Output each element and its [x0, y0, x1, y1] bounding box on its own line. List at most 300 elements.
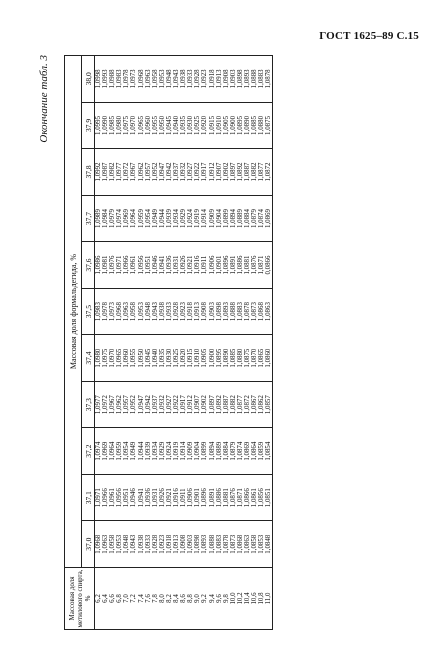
table-cell-value: 1,0967: [109, 395, 117, 415]
table-cell-value: 1,0954: [144, 209, 152, 228]
row-label: 9,4: [208, 594, 216, 603]
row-label: 8,2: [165, 594, 173, 603]
table-cell-value: 1,0883: [215, 534, 223, 554]
table-cell-value: 1,0900: [229, 115, 237, 135]
table-cell-value: 1,0856: [258, 488, 266, 508]
table-cell-value: 1,0913: [215, 69, 223, 89]
row-label: 9,6: [215, 594, 223, 603]
table-cell-value: 1,0870: [251, 348, 259, 368]
table-cell-value: 1,0977: [116, 162, 124, 182]
table-cell-value: 1,0979: [109, 209, 117, 228]
table-cell-value: 1,0887: [243, 162, 251, 182]
table-cell-value: 1,0945: [165, 115, 173, 135]
table-cell-value: 1,0860: [265, 348, 273, 368]
table-cell-value: 1,0938: [137, 534, 145, 554]
value-column: [95, 56, 273, 103]
value-column: [95, 381, 273, 428]
table-cell-value: 1,0890: [222, 348, 230, 368]
table-cell-value: 1,0903: [229, 69, 237, 89]
table-cell-value: 1,0937: [151, 395, 159, 415]
column-header: 37,7: [82, 195, 95, 242]
table-cell-value: 1,0888: [229, 302, 237, 322]
table-cell-value: 1,0961: [130, 255, 138, 275]
table-cell-value: 1,0863: [265, 302, 273, 322]
table-cell-value: 1,0972: [123, 162, 131, 182]
table-cell-value: 1,0875: [265, 115, 273, 135]
table-cell-value: 1,0998: [95, 69, 102, 89]
table-cell-value: 1,0993: [102, 69, 110, 89]
table-cell-value: 1,0950: [158, 115, 166, 135]
row-label: 7,4: [137, 594, 145, 603]
table-cell-value: 1,0918: [187, 302, 195, 322]
table-cell-value: 1,0897: [208, 395, 216, 415]
table-cell-value: 1,0928: [194, 69, 202, 89]
table-cell-value: 1,0916: [173, 488, 181, 508]
value-column: [95, 288, 273, 335]
table-cell-value: 1,0903: [187, 534, 195, 554]
table-cell-value: 1,0936: [144, 488, 152, 508]
table-cell-value: 1,0987: [102, 162, 110, 182]
table-cell-value: 1,0925: [194, 115, 202, 135]
table-cell-value: 1,0967: [130, 162, 138, 182]
table-cell-value: 1,0879: [251, 209, 259, 228]
row-label: 11,0: [265, 592, 273, 605]
table-cell-value: 1,0935: [158, 348, 166, 368]
table-cell-value: 1,0909: [208, 209, 216, 228]
table-cell-value: 1,0877: [236, 395, 244, 415]
table-cell-value: 1,0932: [180, 162, 188, 182]
table-cell-value: 1,0888: [208, 534, 216, 554]
table-cell-value: 1,0897: [229, 162, 237, 182]
table-cell-value: 1,0893: [201, 534, 209, 554]
table-cell-value: 1,0962: [137, 162, 145, 182]
table-cell-value: 1,0882: [229, 395, 237, 415]
table-cell-value: 1,0962: [116, 395, 124, 415]
table-cell-value: 1,0926: [158, 488, 166, 508]
table-cell-value: 1,0974: [95, 441, 102, 461]
value-column: [95, 102, 273, 149]
row-label: 8,6: [180, 594, 188, 603]
row-label: 8,8: [187, 594, 195, 603]
table-cell-value: 1,0866: [243, 488, 251, 508]
row-label: 7,6: [144, 594, 152, 603]
table-cell-value: 1,0878: [243, 302, 251, 322]
table-cell-value: 1,0915: [208, 115, 216, 135]
column-group-title: Массовая доля формальдегида, %: [65, 56, 82, 568]
table-cell-value: 1,0913: [173, 534, 181, 554]
row-header: Массовая доля метилового спирта, %: [65, 568, 95, 630]
table-cell-value: 1,0899: [222, 209, 230, 228]
table-cell-value: 1,0995: [95, 115, 102, 135]
table-cell-value: 1,0946: [151, 255, 159, 275]
table-cell-value: 1,0888: [251, 69, 259, 89]
table-cell-value: 1,0918: [165, 534, 173, 554]
table-cell-value: 1,0956: [137, 255, 145, 275]
row-label: 8,4: [173, 594, 181, 603]
table-cell-value: 1,0914: [180, 441, 188, 461]
table-cell-value: 1,0958: [151, 69, 159, 89]
table-cell-value: 1,0948: [123, 534, 131, 554]
table-cell-value: 1,0891: [208, 488, 216, 508]
table-cell-value: 1,0921: [165, 488, 173, 508]
table-cell-value: 1,0892: [215, 395, 223, 415]
table-cell-value: 1,0975: [102, 348, 110, 368]
table-cell-value: 1,0955: [130, 348, 138, 368]
column-header: 37,2: [82, 428, 95, 475]
row-label: 7,2: [130, 594, 138, 603]
table-cell-value: 1,0953: [158, 69, 166, 89]
table-cell-value: 1,0968: [116, 302, 124, 322]
page-header: ГОСТ 1625–89 С.15: [319, 30, 419, 42]
table-cell-value: 1,0973: [109, 302, 117, 322]
table-cell-value: 1,0947: [137, 395, 145, 415]
table-cell-value: 1,0904: [215, 209, 223, 228]
table-cell-value: 1,0890: [243, 115, 251, 135]
row-label: 7,8: [151, 594, 159, 603]
table-cell-value: 1,0902: [222, 162, 230, 182]
table-cell-value: 1,0992: [95, 162, 102, 182]
table-cell-value: 1,0894: [208, 441, 216, 461]
table-cell-value: 1,0938: [158, 302, 166, 322]
table-cell-value: 1,0857: [265, 395, 273, 415]
table-cell-value: 1,0853: [258, 534, 266, 554]
table-cell-value: 1,0928: [173, 302, 181, 322]
table-cell-value: 1,0970: [109, 348, 117, 368]
table-cell-value: 1,0941: [137, 488, 145, 508]
row-label: 6,6: [109, 594, 117, 603]
table-cell-value: 1,0963: [144, 69, 152, 89]
table-cell-value: 1,0964: [130, 209, 138, 228]
table-cell-value: 1,0939: [144, 441, 152, 461]
table-cell-value: 1,0932: [158, 395, 166, 415]
table-cell-value: 1,0905: [201, 348, 209, 368]
table-cell-value: 1,0912: [208, 162, 216, 182]
table-cell-value: 1,0876: [229, 488, 237, 508]
table-cell-value: 1,0886: [215, 488, 223, 508]
table-cell-value: 1,0990: [102, 115, 110, 135]
table-cell-value: 1,0867: [251, 395, 259, 415]
table-cell-value: 1,0881: [222, 488, 230, 508]
table-cell-value: 1,0948: [165, 69, 173, 89]
row-label: 10,8: [258, 592, 266, 605]
table-cell-value: 1,0972: [102, 395, 110, 415]
value-column: [95, 149, 273, 196]
table-cell-value: 1,0941: [158, 255, 166, 275]
table-cell-value: 1,0942: [144, 395, 152, 415]
table-cell-value: 1,0921: [187, 255, 195, 275]
table-cell-value: 1,0943: [173, 69, 181, 89]
rotated-table-block: [38, 55, 398, 630]
table-cell-value: 1,0894: [229, 209, 237, 228]
table-cell-value: 1,0980: [116, 115, 124, 135]
table-cell-value: 1,0918: [208, 69, 216, 89]
column-header: 37,4: [82, 335, 95, 382]
table-cell-value: 1,0907: [194, 395, 202, 415]
table-cell-value: 1,0868: [236, 534, 244, 554]
table-cell-value: 1,0848: [265, 534, 273, 554]
table-cell-value: 1,0898: [215, 302, 223, 322]
table-cell-value: 1,0904: [194, 441, 202, 461]
table-cell-value: 1,0957: [123, 395, 131, 415]
table-cell-value: 1,0899: [201, 441, 209, 461]
table-cell-value: 1,0978: [123, 69, 131, 89]
row-label: 6,4: [102, 594, 110, 603]
table-cell-value: 1,0944: [158, 209, 166, 228]
row-label: 10,4: [243, 592, 251, 605]
table-cell-value: 1,0901: [215, 255, 223, 275]
table-cell-value: 1,0968: [95, 534, 102, 554]
table-cell-value: 1,0923: [180, 302, 188, 322]
table-cell-value: 1,0903: [208, 302, 216, 322]
table-cell-value: 1,0873: [251, 302, 259, 322]
value-column: [95, 335, 273, 382]
row-label: 8,0: [158, 594, 166, 603]
table-cell-value: 1,0911: [180, 488, 188, 508]
table-cell-value: 1,0880: [236, 348, 244, 368]
table-cell-value: 1,0934: [173, 209, 181, 228]
table-cell-value: 1,0889: [236, 209, 244, 228]
table-cell-value: 1,0880: [258, 115, 266, 135]
table-cell-value: 1,0871: [236, 488, 244, 508]
table-cell-value: 1,0933: [144, 534, 152, 554]
table-cell-value: 1,0946: [130, 488, 138, 508]
table-cell-value: 1,0872: [265, 162, 273, 182]
table-cell-value: 1,0927: [165, 395, 173, 415]
table-cell-value: 1,0958: [109, 534, 117, 554]
table-cell-value: 1,0965: [137, 115, 145, 135]
table-cell-value: 1,0907: [215, 162, 223, 182]
table-cell-value: 1,0988: [109, 69, 117, 89]
table-cell-value: 1,0931: [151, 488, 159, 508]
table-cell-value: 1,0931: [173, 255, 181, 275]
table-cell-value: 1,0924: [165, 441, 173, 461]
table-cell-value: 1,0882: [251, 162, 259, 182]
table-cell-value: 1,0940: [173, 115, 181, 135]
table-cell-value: 1,0858: [251, 534, 259, 554]
table-cell-value: 1,0930: [187, 115, 195, 135]
density-table: [64, 55, 273, 630]
row-label: 9,0: [194, 594, 202, 603]
table-cell-value: 1,0917: [180, 395, 188, 415]
table-cell-value: 1,0922: [194, 162, 202, 182]
table-cell-value: 1,0905: [222, 115, 230, 135]
table-cell-value: 1,0971: [95, 488, 102, 508]
table-cell-value: 1,0936: [165, 255, 173, 275]
table-cell-value: 1,0915: [187, 348, 195, 368]
table-cell-value: 1,0919: [194, 209, 202, 228]
table-cell-value: 1,0966: [123, 255, 131, 275]
column-header: 37,3: [82, 381, 95, 428]
table-cell-value: 1,0954: [123, 441, 131, 461]
table-cell-value: 1,0938: [180, 69, 188, 89]
table-cell-value: 1,0956: [116, 488, 124, 508]
table-cell-value: 1,0917: [201, 162, 209, 182]
table-cell-value: 1,0949: [151, 209, 159, 228]
column-header: 37,8: [82, 149, 95, 196]
table-cell-value: 1,0964: [109, 441, 117, 461]
table-cell-value: 1,0929: [180, 209, 188, 228]
table-cell-value: 1,0940: [151, 348, 159, 368]
table-cell-value: 1,0869: [243, 441, 251, 461]
row-labels-column: [95, 568, 273, 630]
value-column: [95, 521, 273, 568]
table-cell-value: 1,0978: [102, 302, 110, 322]
table-cell-value: 1,0923: [158, 534, 166, 554]
table-cell-value: 1,0879: [229, 441, 237, 461]
table-cell-value: 1,0908: [180, 534, 188, 554]
table-cell-value: 1,0933: [165, 302, 173, 322]
table-cell-value: 1,0892: [236, 162, 244, 182]
table-cell-value: 1,0920: [201, 115, 209, 135]
table-cell-value: 1,0889: [215, 441, 223, 461]
table-cell-value: 1,0901: [194, 488, 202, 508]
table-cell-value: 1,0952: [151, 162, 159, 182]
column-header: 37,1: [82, 474, 95, 521]
table-cell-value: 1,0891: [229, 255, 237, 275]
table-cell-value: 1,0985: [109, 115, 117, 135]
table-cell-value: 1,0861: [251, 488, 259, 508]
table-cell-value: 1,0963: [123, 302, 131, 322]
table-cell-value: 1,0885: [229, 348, 237, 368]
table-cell-value: 1,0952: [130, 395, 138, 415]
row-label: 10,2: [236, 592, 244, 605]
table-cell-value: 1,0851: [265, 488, 273, 508]
row-label: 6,2: [95, 594, 102, 603]
table-cell-value: 1,0863: [243, 534, 251, 554]
column-header: 37,5: [82, 288, 95, 335]
table-cell-value: 1,0981: [102, 255, 110, 275]
table-cell-value: 1,0950: [137, 348, 145, 368]
table-cell-value: 1,0960: [144, 115, 152, 135]
table-cell-value: 1,0898: [236, 69, 244, 89]
table-cell-value: 1,0926: [180, 255, 188, 275]
table-cell-value: 1,0878: [265, 69, 273, 89]
table-cell-value: 1,0865: [258, 348, 266, 368]
table-cell-value: 1,0934: [151, 441, 159, 461]
table-cell-value: 1,0951: [123, 488, 131, 508]
table-cell-value: 1,0953: [116, 534, 124, 554]
table-cell-value: 1,0958: [130, 302, 138, 322]
table-cell-value: 1,0896: [222, 255, 230, 275]
row-label: 7,0: [123, 594, 131, 603]
column-header: 37,6: [82, 242, 95, 289]
table-cell-value: 1,0910: [194, 348, 202, 368]
table-cell-value: 1,0895: [236, 115, 244, 135]
table-cell-value: 1,0872: [243, 395, 251, 415]
row-label: 9,8: [222, 594, 230, 603]
table-cell-value: 1,0875: [243, 348, 251, 368]
table-cell-value: 1,0961: [109, 488, 117, 508]
table-cell-value: 1,0966: [102, 488, 110, 508]
table-cell-value: 1,0911: [201, 255, 209, 275]
table-cell-value: 1,0982: [109, 162, 117, 182]
table-cell-value: 1,0874: [236, 441, 244, 461]
table-cell-value: 1,0984: [102, 209, 110, 228]
table-cell-value: 1,0976: [109, 255, 117, 275]
table-cell-value: 1,0902: [201, 395, 209, 415]
table-cell-value: 1,0906: [187, 488, 195, 508]
table-cell-value: 1,0893: [222, 302, 230, 322]
table-cell-value: 1,0945: [144, 348, 152, 368]
value-column: [95, 428, 273, 475]
row-label: 10,0: [229, 592, 237, 605]
table-cell-value: 1,0959: [137, 209, 145, 228]
column-header: 37,9: [82, 102, 95, 149]
table-cell-value: 1,0869: [265, 209, 273, 228]
table-cell-value: 1,0913: [194, 302, 202, 322]
table-cell-value: 1,0924: [187, 209, 195, 228]
table-cell-value: 1,0957: [144, 162, 152, 182]
table-cell-value: 1,0910: [215, 115, 223, 135]
table-cell-value: 1,0969: [102, 441, 110, 461]
table-cell-value: 1,0873: [229, 534, 237, 554]
table-cell-value: 1,0953: [137, 302, 145, 322]
row-label: 6,8: [116, 594, 124, 603]
table-cell-value: 1,0883: [258, 69, 266, 89]
table-cell-value: 1,0965: [116, 348, 124, 368]
table-cell-value: 1,0887: [222, 395, 230, 415]
table-cell-value: 1,0885: [251, 115, 259, 135]
table-cell-value: 1,0935: [180, 115, 188, 135]
value-column: [95, 242, 273, 289]
table-cell-value: 1,0942: [165, 162, 173, 182]
table-cell-value: 1,0859: [258, 441, 266, 461]
table-cell-value: 1,0878: [222, 534, 230, 554]
table-cell-value: 1,0949: [130, 441, 138, 461]
table-cell-value: 1,0933: [187, 69, 195, 89]
table-cell-value: 1,0884: [222, 441, 230, 461]
table-cell-value: 1,0980: [95, 348, 102, 368]
table-cell-value: 1,0943: [151, 302, 159, 322]
table-cell-value: 1,0989: [95, 209, 102, 228]
table-cell-value: 1,0930: [165, 348, 173, 368]
table-cell-value: 1,0971: [116, 255, 124, 275]
table-cell-value: 1,0928: [151, 534, 159, 554]
table-cell-value: 1,0916: [194, 255, 202, 275]
table-cell-value: 1,0968: [137, 69, 145, 89]
table-cell-value: 1,0920: [180, 348, 188, 368]
table-cell-value: 1,0923: [201, 69, 209, 89]
row-label: 10,6: [251, 592, 259, 605]
table-cell-value: 1,0948: [144, 302, 152, 322]
table-cell-value: 1,0983: [95, 302, 102, 322]
table-cell-value: 1,0986: [95, 255, 102, 275]
table-cell-value: 1,0969: [123, 209, 131, 228]
table-cell-value: 1,0884: [243, 209, 251, 228]
table-cell-value: 1,0959: [116, 441, 124, 461]
table-cell-value: 1,0883: [236, 302, 244, 322]
value-column: [95, 195, 273, 242]
table-cell-value: 1,0868: [258, 302, 266, 322]
value-column: [95, 474, 273, 521]
table-cell-value: 1,0871: [258, 255, 266, 275]
table-cell-value: 1,0975: [123, 115, 131, 135]
table-cell-value: 1,0977: [95, 395, 102, 415]
table-cell-value: 1,0929: [158, 441, 166, 461]
table-cell-value: 1,0983: [116, 69, 124, 89]
table-cell-value: 1,0947: [158, 162, 166, 182]
table-cell-value: 1,0906: [208, 255, 216, 275]
table-cell-value: 1,0925: [173, 348, 181, 368]
table-cell-value: 1,0909: [187, 441, 195, 461]
table-cell-value: 1,0874: [258, 209, 266, 228]
table-cell-value: 1,0974: [116, 209, 124, 228]
table-cell-value: 1,0960: [123, 348, 131, 368]
table-cell-value: 1,0895: [215, 348, 223, 368]
table-cell-value: 1,0943: [130, 534, 138, 554]
table-cell-value: 1,0854: [265, 441, 273, 461]
table-cell-value: 1,0922: [173, 395, 181, 415]
